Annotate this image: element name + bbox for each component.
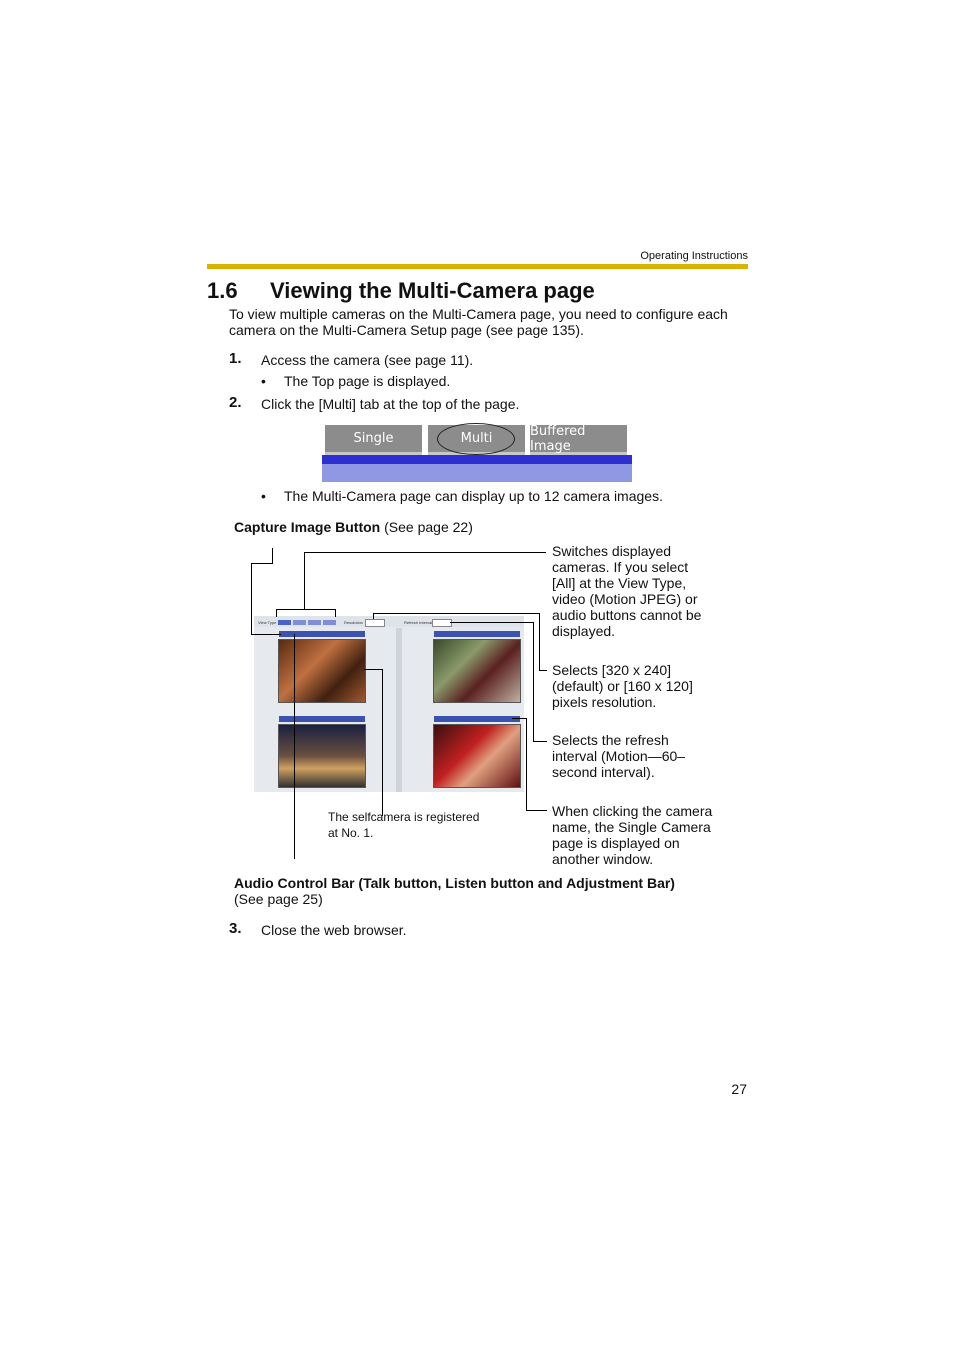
mini-view-button[interactable] (278, 620, 291, 625)
leader-line (276, 609, 277, 617)
bullet-mark: • (261, 373, 266, 389)
callout-line: another window. (552, 851, 654, 867)
leader-line (335, 609, 336, 617)
callout-switch (552, 543, 701, 639)
tab-bar-lower (322, 464, 632, 482)
mini-view-button[interactable] (293, 620, 306, 625)
callout-line: interval (Motion—60– (552, 748, 686, 764)
leader-line (533, 741, 547, 742)
audio-label-ref: (See page 25) (234, 891, 323, 907)
page-number: 27 (731, 1081, 747, 1097)
callout-line: page is displayed on (552, 835, 680, 851)
section-number: 1.6 (207, 278, 238, 303)
step-text: Click the [Multi] tab at the top of the page. (261, 396, 520, 412)
capture-label-ref: (See page 22) (380, 519, 473, 535)
step-text: Close the web browser. (261, 922, 407, 938)
camera-image[interactable] (433, 724, 521, 788)
callout-line: audio buttons cannot be (552, 607, 702, 623)
leader-line (526, 718, 527, 811)
mini-resolution-select[interactable] (365, 619, 385, 627)
tab-single[interactable]: Single (325, 425, 422, 455)
step-number: 1. (229, 350, 242, 367)
callout-line: (default) or [160 x 120] (552, 678, 693, 694)
leader-line (276, 609, 336, 610)
callout-line: The selfcamera is registered (328, 810, 480, 824)
callout-line: displayed. (552, 623, 616, 639)
leader-line (294, 634, 295, 859)
header-rule (207, 264, 748, 269)
step-text: Access the camera (see page 11). (261, 352, 474, 368)
callout-line: [All] at the View Type, (552, 575, 687, 591)
camera-image[interactable] (278, 724, 366, 788)
mini-view-button[interactable] (308, 620, 321, 625)
leader-line (251, 634, 281, 635)
mini-refresh-select[interactable] (432, 619, 452, 627)
running-header: Operating Instructions (640, 250, 748, 262)
tab-buffered-image[interactable]: Buffered Image (530, 425, 627, 455)
leader-line (526, 810, 547, 811)
camera-icon-bar[interactable] (434, 631, 520, 637)
leader-line (251, 563, 252, 635)
leader-line (512, 718, 527, 719)
leader-line (533, 622, 534, 742)
leader-line (304, 552, 305, 610)
mini-view-button[interactable] (323, 620, 336, 625)
step-number: 3. (229, 920, 242, 937)
intro-paragraph: To view multiple cameras on the Multi-Camera page, you need to configure each camera on the Multi-Camera Setup page (see page 135). (229, 306, 728, 338)
callout-refresh (552, 732, 685, 780)
leader-line (539, 613, 540, 671)
step-number: 2. (229, 394, 242, 411)
leader-line (539, 670, 547, 671)
tab-multi[interactable]: Multi (428, 425, 525, 455)
bullet-mark: • (261, 488, 266, 504)
callout-line: video (Motion JPEG) or (552, 591, 698, 607)
callout-line: Selects the refresh (552, 732, 669, 748)
leader-line (373, 613, 540, 614)
leader-line (382, 669, 383, 816)
callout-resolution (552, 662, 693, 710)
camera-image[interactable] (433, 639, 521, 703)
camera-icon-bar[interactable] (279, 716, 365, 722)
callout-line: at No. 1. (328, 826, 374, 840)
audio-label: Audio Control Bar (Talk button, Listen button and Adjustment Bar) (234, 875, 675, 891)
highlight-oval (437, 423, 515, 455)
mini-view-type-label: View Type (258, 620, 277, 625)
callout-line: When clicking the camera (552, 803, 713, 819)
callout-line: Selects [320 x 240] (552, 662, 672, 678)
step-bullet: The Multi-Camera page can display up to 12 camera images. (284, 488, 663, 504)
camera-icon-bar[interactable] (434, 716, 520, 722)
callout-line: Switches displayed (552, 543, 672, 559)
leader-line (373, 613, 374, 619)
callout-selfcamera (328, 809, 479, 841)
camera-icon-bar[interactable] (279, 631, 365, 637)
callout-line: pixels resolution. (552, 694, 657, 710)
callout-camera-name (552, 803, 712, 867)
tab-bar (322, 455, 632, 464)
leader-line (272, 548, 273, 564)
leader-line (304, 552, 546, 553)
leader-line (251, 563, 273, 564)
leader-line (450, 622, 534, 623)
callout-line: cameras. If you select (552, 559, 689, 575)
callout-line: second interval). (552, 764, 655, 780)
camera-image[interactable] (278, 639, 366, 703)
capture-label-bold: Capture Image Button (234, 519, 381, 535)
leader-line (364, 669, 383, 670)
step-bullet: The Top page is displayed. (284, 373, 451, 389)
mini-resolution-label: Resolution (344, 620, 363, 625)
capture-label (234, 519, 473, 535)
mini-divider (396, 628, 402, 792)
callout-line: name, the Single Camera (552, 819, 711, 835)
mini-refresh-label: Refresh Interval (404, 620, 433, 625)
section-title: Viewing the Multi-Camera page (270, 278, 595, 303)
